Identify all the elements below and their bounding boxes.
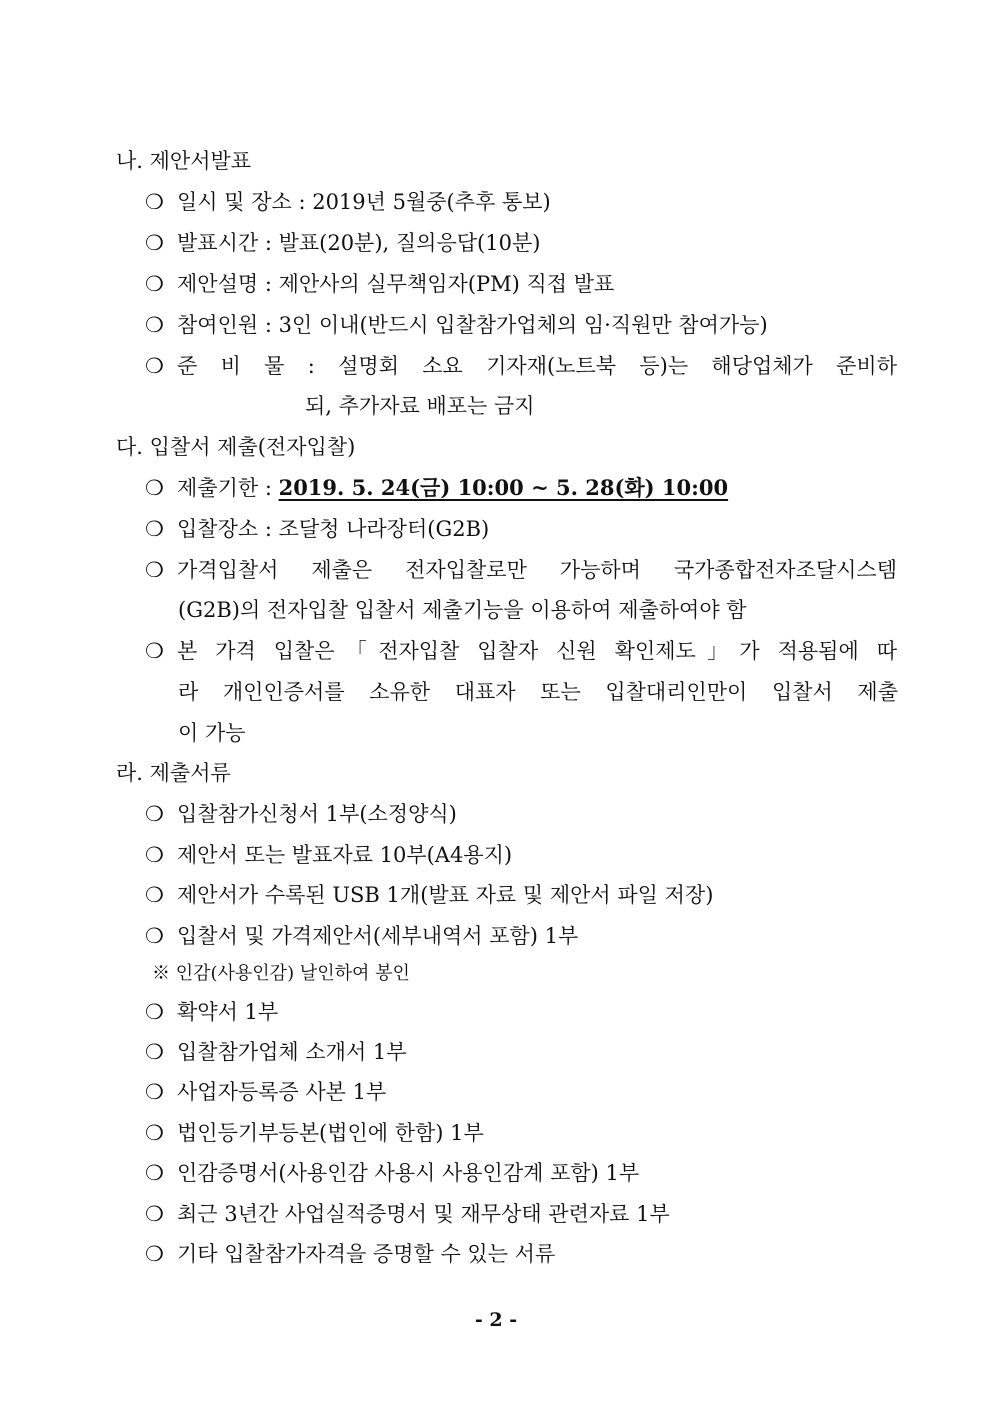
list-item: ❍ 본 가격 입찰은「전자입찰 입찰자 신원 확인제도」가 적용됨에 따 — [145, 636, 897, 666]
list-item: ❍ 확약서 1부 — [145, 997, 897, 1027]
bullet-icon: ❍ — [145, 1080, 164, 1104]
bullet-icon: ❍ — [145, 924, 164, 948]
list-item: ❍ 입찰참가신청서 1부(소정양식) — [145, 799, 897, 829]
list-item: ❍ 입찰서 및 가격제안서(세부내역서 포함) 1부 — [145, 921, 897, 951]
bullet-icon: ❍ — [145, 313, 164, 337]
seal-note: ※ 인감(사용인감) 날인하여 봉인 — [152, 963, 410, 984]
deadline-value: 2019. 5. 24(금) 10:00 ~ 5. 28(화) 10:00 — [278, 475, 729, 500]
bullet-icon: ❍ — [145, 354, 164, 378]
list-item: ❍ 발표시간 : 발표(20분), 질의응답(10분) — [145, 228, 897, 258]
list-item-deadline: ❍ 제출기한 : 2019. 5. 24(금) 10:00 ~ 5. 28(화) 10:00 — [145, 473, 897, 503]
bullet-icon: ❍ — [145, 1000, 164, 1024]
bullet-icon: ❍ — [145, 639, 164, 663]
bullet-icon: ❍ — [145, 1202, 164, 1226]
bullet-icon: ❍ — [145, 883, 164, 907]
bullet-icon: ❍ — [145, 1242, 164, 1266]
bullet-icon: ❍ — [145, 272, 164, 296]
list-item: ❍ 제안서가 수록된 USB 1개(발표 자료 및 제안서 파일 저장) — [145, 880, 897, 910]
list-item: ❍ 기타 입찰참가자격을 증명할 수 있는 서류 — [145, 1239, 897, 1269]
bullet-icon: ❍ — [145, 802, 164, 826]
bullet-icon: ❍ — [145, 558, 164, 582]
list-item-continuation: 라 개인인증서를 소유한 대표자 또는 입찰대리인만이 입찰서 제출 — [178, 680, 898, 704]
bullet-icon: ❍ — [145, 476, 164, 500]
list-item-continuation: (G2B)의 전자입찰 입찰서 제출기능을 이용하여 제출하여야 함 — [178, 598, 747, 622]
section-heading-da: 다. 입찰서 제출(전자입찰) — [116, 435, 356, 459]
section-heading-ra: 라. 제출서류 — [116, 761, 231, 785]
page-number: - 2 - — [474, 1309, 518, 1331]
list-item: ❍ 제안서 또는 발표자료 10부(A4용지) — [145, 840, 897, 870]
bullet-icon: ❍ — [145, 190, 164, 214]
list-item: ❍ 사업자등록증 사본 1부 — [145, 1077, 897, 1107]
section-heading-na: 나. 제안서발표 — [116, 149, 252, 173]
list-item: ❍ 최근 3년간 사업실적증명서 및 재무상태 관련자료 1부 — [145, 1199, 897, 1229]
bullet-icon: ❍ — [145, 231, 164, 255]
list-item-continuation: 되, 추가자료 배포는 금지 — [305, 394, 535, 418]
list-item: ❍ 참여인원 : 3인 이내(반드시 입찰참가업체의 임·직원만 참여가능) — [145, 310, 897, 340]
list-item: ❍ 입찰참가업체 소개서 1부 — [145, 1037, 897, 1067]
bullet-icon: ❍ — [145, 1040, 164, 1064]
list-item: ❍ 준 비 물 : 설명회 소요 기자재(노트북 등)는 해당업체가 준비하 — [145, 351, 897, 381]
list-item: ❍ 입찰장소 : 조달청 나라장터(G2B) — [145, 514, 897, 544]
list-item-continuation: 이 가능 — [178, 721, 246, 745]
list-item: ❍ 가격입찰서 제출은 전자입찰로만 가능하며 국가종합전자조달시스템 — [145, 555, 897, 585]
bullet-icon: ❍ — [145, 1121, 164, 1145]
list-item: ❍ 법인등기부등본(법인에 한함) 1부 — [145, 1118, 897, 1148]
list-item: ❍ 인감증명서(사용인감 사용시 사용인감계 포함) 1부 — [145, 1158, 897, 1188]
list-item: ❍ 일시 및 장소 : 2019년 5월중(추후 통보) — [145, 187, 897, 217]
bullet-icon: ❍ — [145, 843, 164, 867]
bullet-icon: ❍ — [145, 517, 164, 541]
bullet-icon: ❍ — [145, 1161, 164, 1185]
list-item: ❍ 제안설명 : 제안사의 실무책임자(PM) 직접 발표 — [145, 269, 897, 299]
